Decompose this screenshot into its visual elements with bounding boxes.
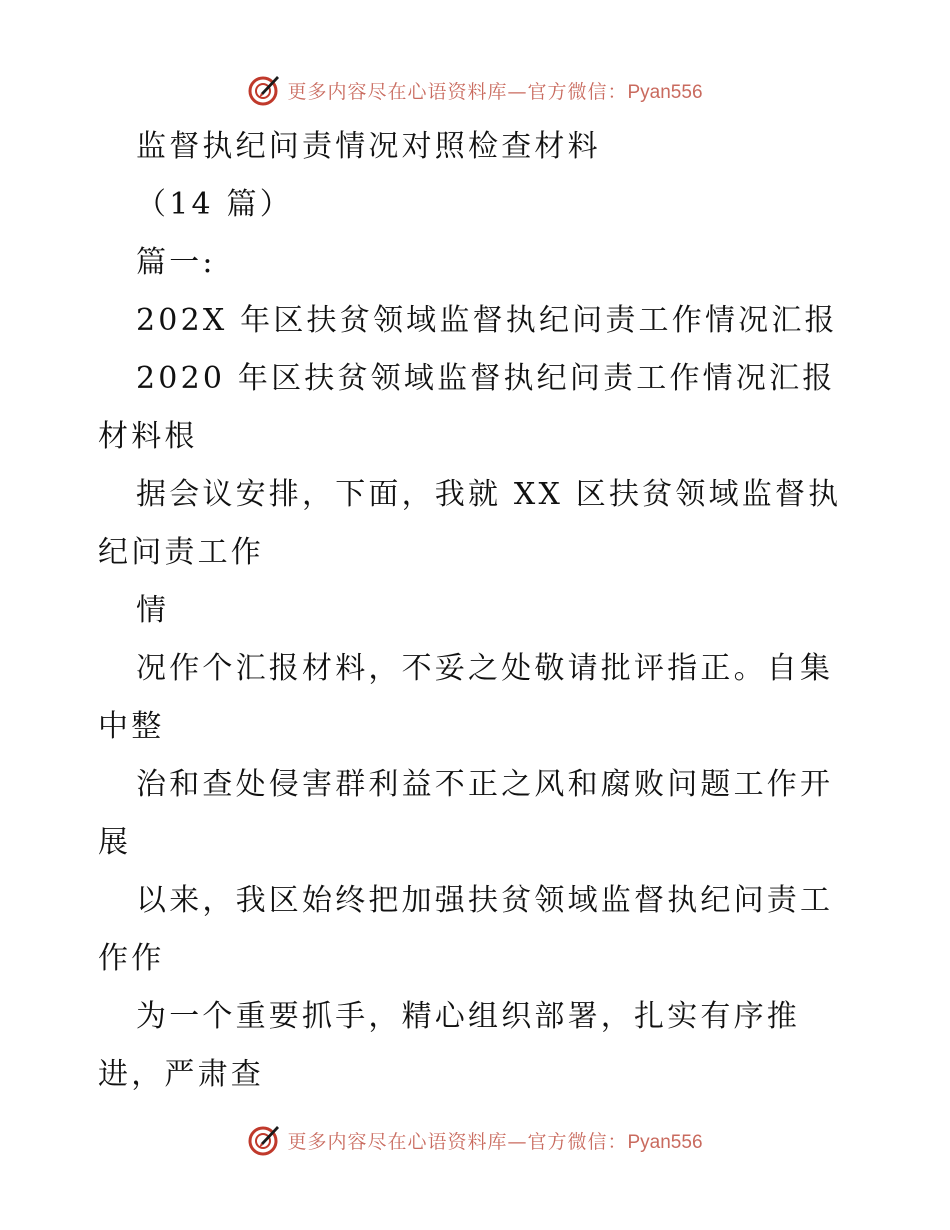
watermark-banner-top [0, 70, 950, 110]
text-line: 为一个重要抓手，精心组织部署，扎实有序推 [136, 999, 800, 1034]
text-line: 2020 年区扶贫领域监督执纪问责工作情况汇报 [136, 361, 836, 396]
text-line: 情 [136, 593, 170, 628]
watermark-text: 更多内容尽在心语资料库—官方微信：Pyan556 [287, 1130, 703, 1153]
document-title: 监督执纪问责情况对照检查材料 [136, 129, 601, 164]
watermark-account: Pyan556 [627, 1131, 703, 1153]
text-line: 作作 [98, 941, 165, 976]
text-line: 据会议安排，下面，我就 XX 区扶贫领域监督执 [136, 477, 842, 512]
watermark-banner-bottom [0, 1120, 950, 1160]
text-line: 况作个汇报材料，不妥之处敬请批评指正。自集 [136, 651, 834, 686]
text-line: 纪问责工作 [98, 535, 264, 570]
text-line: （14 篇） [136, 187, 293, 222]
document-body [98, 118, 858, 1104]
text-line: 以来，我区始终把加强扶贫领域监督执纪问责工 [136, 883, 834, 918]
text-line: 篇一: [136, 245, 216, 280]
pen-logo-icon [247, 73, 281, 107]
text-line: 202X 年区扶贫领域监督执纪问责工作情况汇报 [136, 303, 838, 338]
text-line: 治和查处侵害群利益不正之风和腐败问题工作开 [136, 767, 834, 802]
text-line: 中整 [98, 709, 165, 744]
text-line: 进，严肃查 [98, 1057, 264, 1092]
watermark-text: 更多内容尽在心语资料库—官方微信：Pyan556 [287, 80, 703, 103]
text-line: 材料根 [98, 419, 198, 454]
watermark-account: Pyan556 [627, 81, 703, 103]
text-line: 展 [98, 825, 132, 860]
pen-logo-icon [247, 1123, 281, 1157]
